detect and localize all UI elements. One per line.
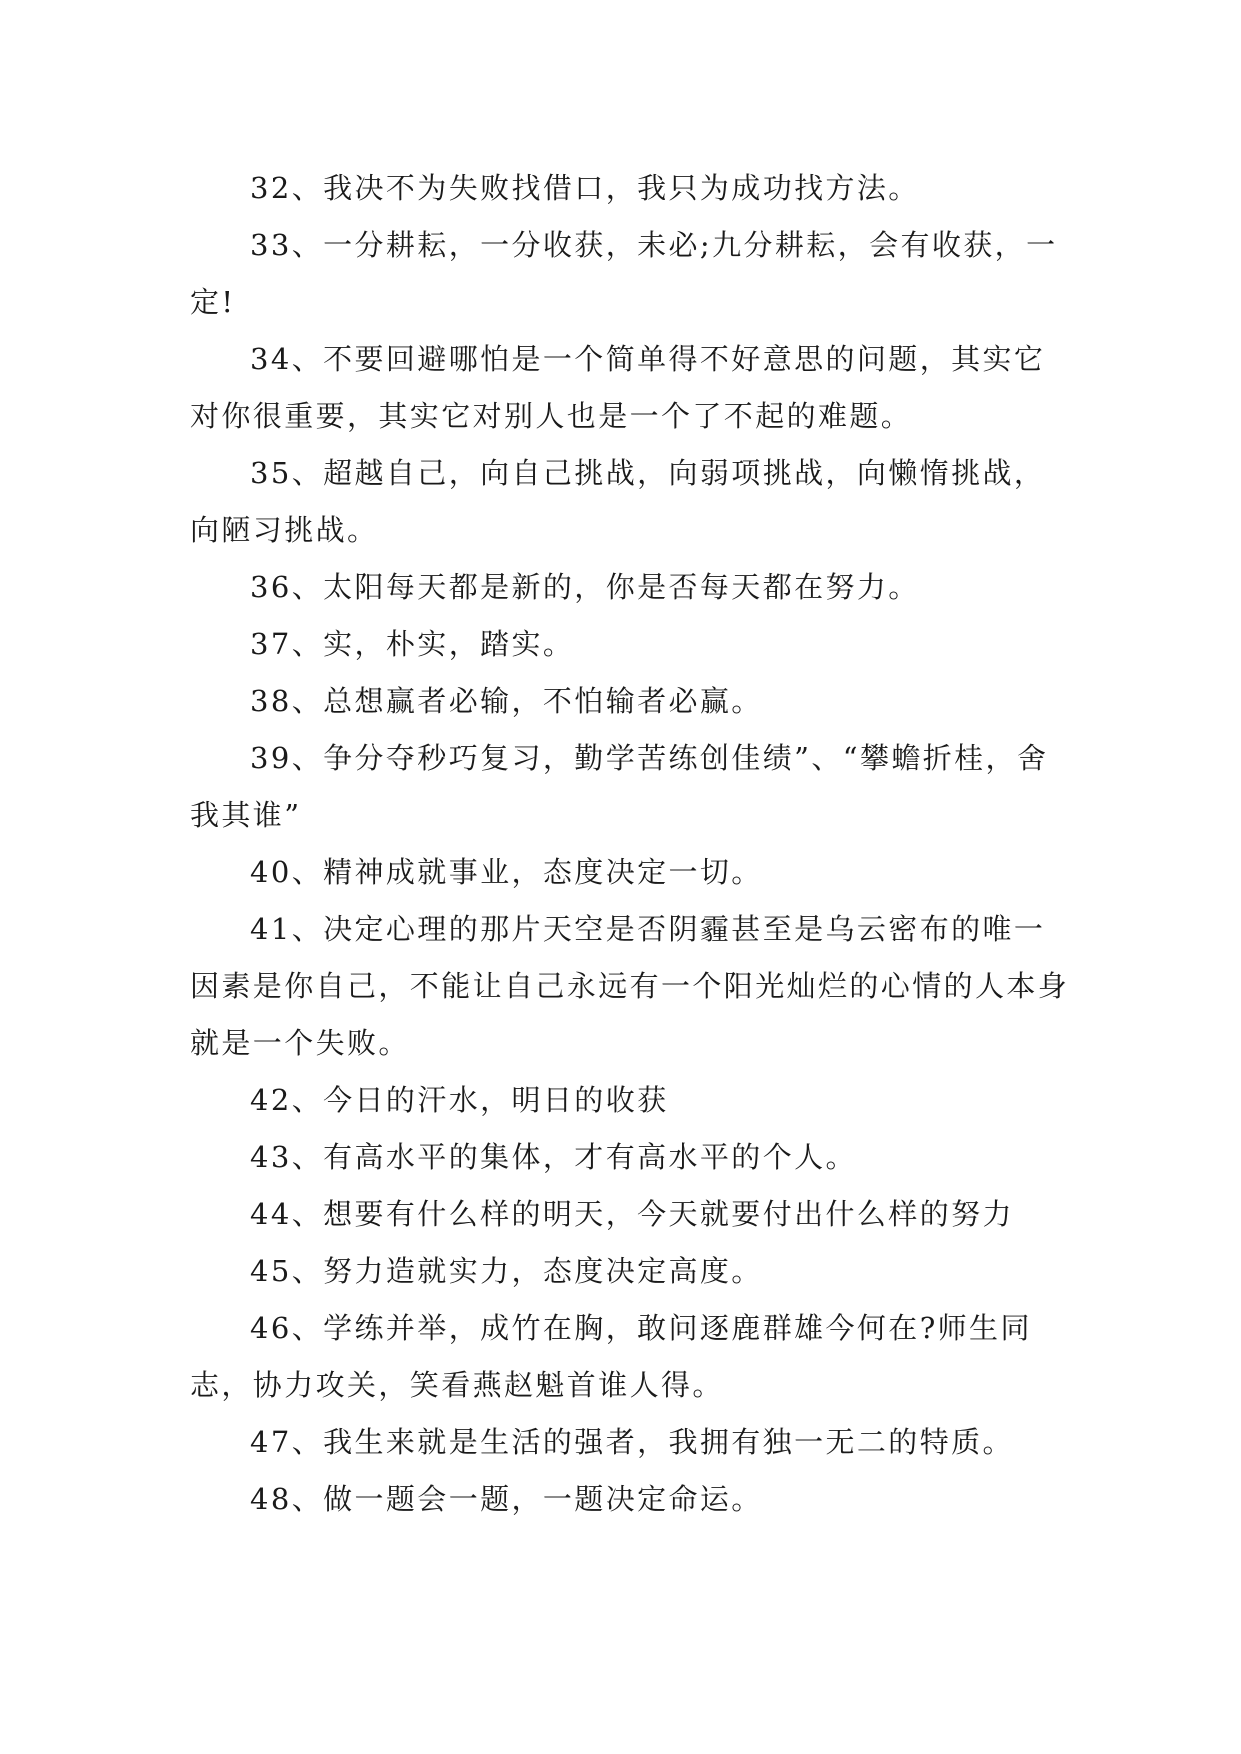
paragraph-44: 44、想要有什么样的明天，今天就要付出什么样的努力 xyxy=(250,1197,1014,1231)
paragraph-32: 32、我决不为失败找借口，我只为成功找方法。 xyxy=(250,171,920,205)
paragraph-35: 35、超越自己，向自己挑战，向弱项挑战，向懒惰挑战，向陋习挑战。 xyxy=(190,456,1046,547)
paragraph-47: 47、我生来就是生活的强者，我拥有独一无二的特质。 xyxy=(250,1425,1014,1459)
paragraph-40: 40、精神成就事业，态度决定一切。 xyxy=(250,855,763,889)
paragraph-39: 39、争分夺秒巧复习，勤学苦练创佳绩”、“攀蟾折桂，舍我其谁” xyxy=(190,741,1049,832)
paragraph-48: 48、做一题会一题，一题决定命运。 xyxy=(250,1482,763,1516)
paragraph-42: 42、今日的汗水，明日的收获 xyxy=(250,1083,669,1117)
paragraph-34: 34、不要回避哪怕是一个简单得不好意思的问题，其实它对你很重要，其实它对别人也是一个了不起的难题。 xyxy=(190,342,1046,433)
paragraph-37: 37、实，朴实，踏实。 xyxy=(250,627,575,661)
paragraph-46: 46、学练并举，成竹在胸，敢问逐鹿群雄今何在?师生同志，协力攻关，笑看燕赵魁首谁人得。 xyxy=(190,1311,1032,1402)
paragraph-36: 36、太阳每天都是新的，你是否每天都在努力。 xyxy=(250,570,920,604)
paragraph-45: 45、努力造就实力，态度决定高度。 xyxy=(250,1254,763,1288)
paragraph-33: 33、一分耕耘，一分收获，未必;九分耕耘，会有收获，一定! xyxy=(190,228,1058,319)
paragraph-38: 38、总想赢者必输，不怕输者必赢。 xyxy=(250,684,763,718)
paragraph-41: 41、决定心理的那片天空是否阴霾甚至是乌云密布的唯一因素是你自己，不能让自己永远有一个阳光灿烂的心情的人本身就是一个失败。 xyxy=(190,912,1070,1060)
paragraph-43: 43、有高水平的集体，才有高水平的个人。 xyxy=(250,1140,857,1174)
document-body xyxy=(190,160,1070,1528)
